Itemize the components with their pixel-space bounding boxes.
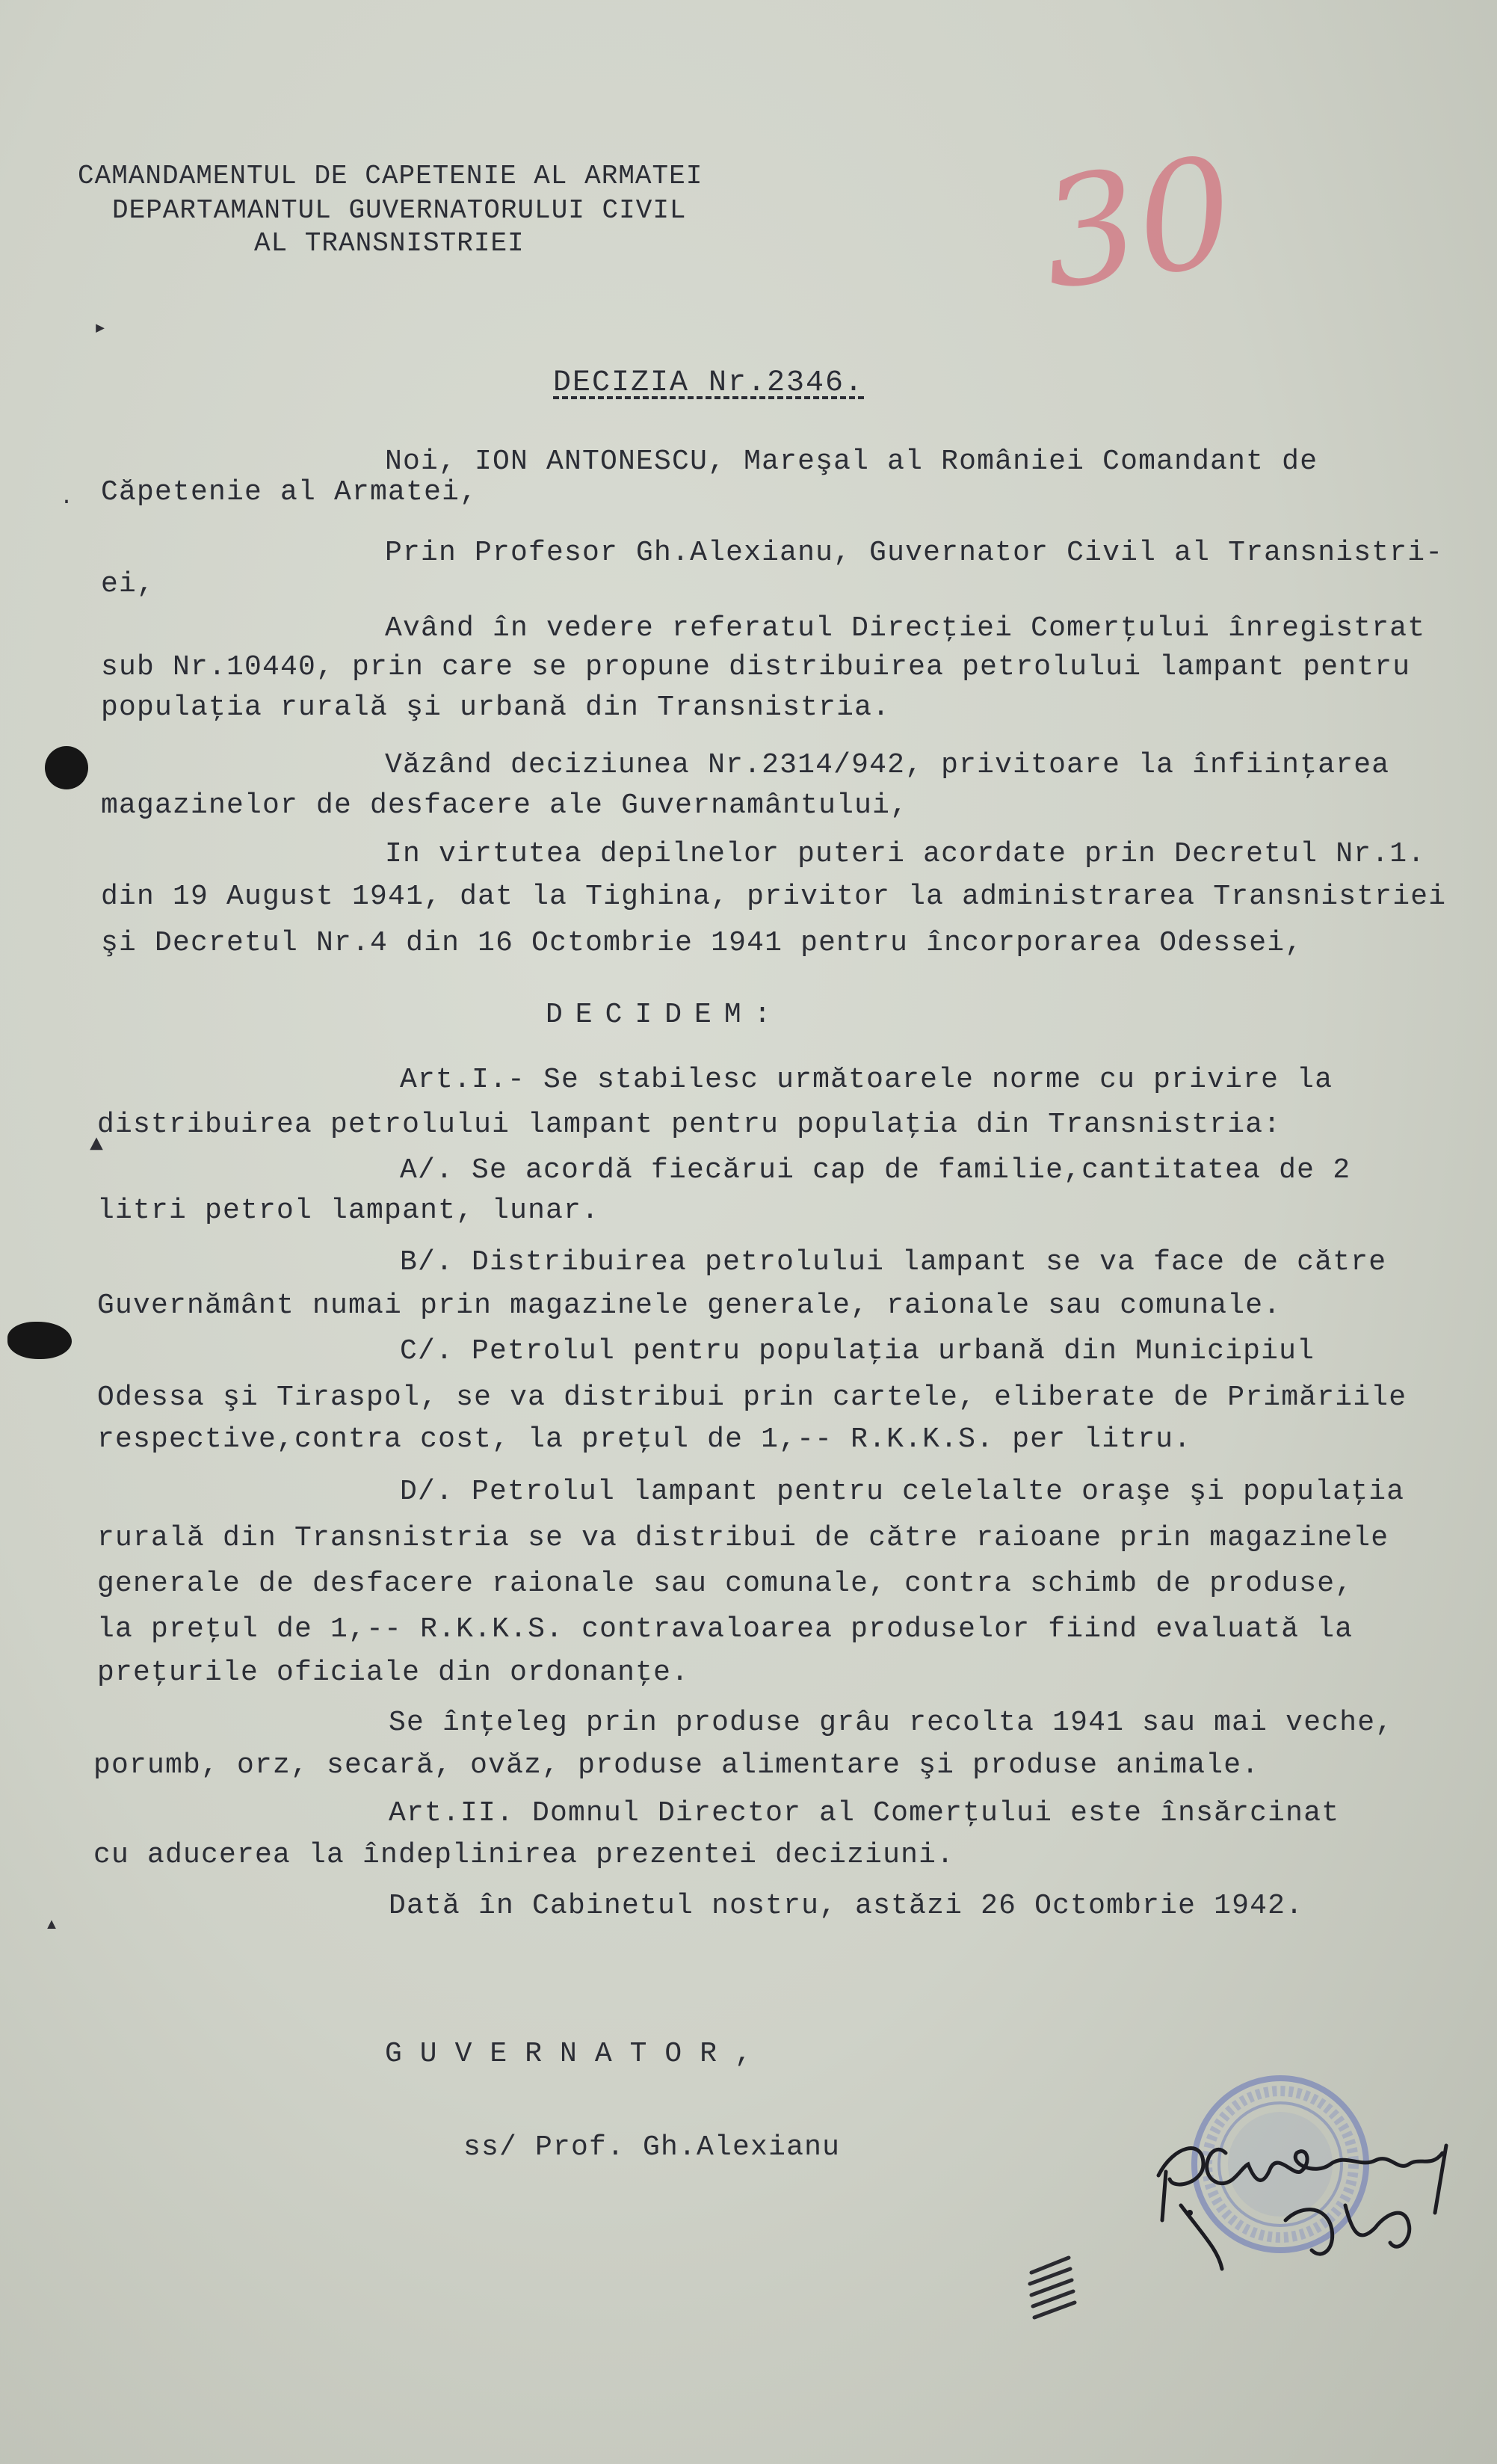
article-line: la preţul de 1,-- R.K.K.S. contravaloarea produselor fiind evaluată la: [97, 1613, 1354, 1645]
article-line: C/. Petrolul pentru populaţia urbană din Municipiul: [400, 1335, 1315, 1367]
margin-mark: ▲: [90, 1133, 104, 1158]
article-line: Art.I.- Se stabilesc următoarele norme cu privire la: [400, 1064, 1333, 1096]
article-line: distribuirea petrolului lampant pentru populaţia din Transnistria:: [97, 1109, 1282, 1141]
article-line: respective,contra cost, la preţul de 1,-- R.K.K.S. per litru.: [97, 1423, 1192, 1456]
body-line: din 19 August 1941, dat la Tighina, privitor la administrarea Transnistriei: [101, 881, 1447, 913]
article-line: preţurile oficiale din ordonanţe.: [97, 1657, 690, 1689]
body-line: Noi, ION ANTONESCU, Mareşal al României Comandant de: [385, 446, 1318, 478]
body-line: Având în vedere referatul Direcţiei Comerţului înregistrat: [385, 612, 1426, 644]
article-line: Se înţeleg prin produse grâu recolta 1941 sau mai veche,: [389, 1707, 1394, 1739]
handwritten-signature-icon: [1151, 2093, 1480, 2280]
article-line: B/. Distribuirea petrolului lampant se va face de către: [400, 1246, 1387, 1278]
header-line-3: AL TRANSNISTRIEI: [254, 228, 525, 259]
header-line-1: CAMANDAMENTUL DE CAPETENIE AL ARMATEI: [78, 161, 703, 191]
body-line: sub Nr.10440, prin care se propune distribuirea petrolului lampant pentru: [101, 651, 1411, 683]
body-line: In virtutea depilnelor puteri acordate prin Decretul Nr.1.: [385, 838, 1426, 870]
margin-mark: ▴: [45, 1912, 59, 1938]
decidem-heading: DECIDEM:: [546, 999, 784, 1031]
header-line-2: DEPARTAMANTUL GUVERNATORULUI CIVIL: [112, 195, 687, 226]
margin-mark: ·: [60, 490, 74, 515]
body-line: ei,: [101, 568, 155, 600]
decision-title: DECIZIA Nr.2346.: [553, 366, 865, 400]
body-line: Văzând deciziunea Nr.2314/942, privitoare la înfiinţarea: [385, 749, 1390, 781]
body-line: populaţia rurală şi urbană din Transnistria.: [101, 692, 891, 724]
article-line: rurală din Transnistria se va distribui de către raioane prin magazinele: [97, 1522, 1389, 1554]
article-line: Odessa şi Tiraspol, se va distribui prin cartele, eliberate de Primăriile: [97, 1382, 1407, 1414]
margin-mark: ▸: [93, 316, 108, 342]
body-line: magazinelor de desfacere ale Guvernamântului,: [101, 789, 909, 822]
article-line: D/. Petrolul lampant pentru celelalte oraşe şi populaţia: [400, 1476, 1405, 1508]
body-line: Căpetenie al Armatei,: [101, 476, 478, 508]
signature-name: ss/ Prof. Gh.Alexianu: [463, 2131, 841, 2163]
punch-hole: [45, 746, 88, 789]
article-line: Guvernământ numai prin magazinele generale, raionale sau comunale.: [97, 1290, 1282, 1322]
article-line: A/. Se acordă fiecărui cap de familie,cantitatea de 2: [400, 1154, 1351, 1186]
punch-hole: [7, 1322, 72, 1359]
signature-title: GUVERNATOR,: [385, 2038, 770, 2070]
body-line: şi Decretul Nr.4 din 16 Octombrie 1941 pentru încorporarea Odessei,: [101, 927, 1303, 959]
body-line: Prin Profesor Gh.Alexianu, Guvernator Civil al Transnistri-: [385, 537, 1444, 569]
article-line: cu aducerea la îndeplinirea prezentei deciziuni.: [93, 1839, 955, 1871]
article-line: litri petrol lampant, lunar.: [97, 1195, 600, 1227]
pencil-marks-icon: [1024, 2250, 1084, 2325]
article-line: porumb, orz, secară, ovăz, produse alimentare şi produse animale.: [93, 1749, 1260, 1781]
archive-number: 30: [1031, 124, 1244, 324]
article-line: generale de desfacere raionale sau comunale, contra schimb de produse,: [97, 1568, 1354, 1600]
article-line: Art.II. Domnul Director al Comerţului este însărcinat: [389, 1797, 1340, 1829]
article-line: Dată în Cabinetul nostru, astăzi 26 Octombrie 1942.: [389, 1890, 1304, 1922]
